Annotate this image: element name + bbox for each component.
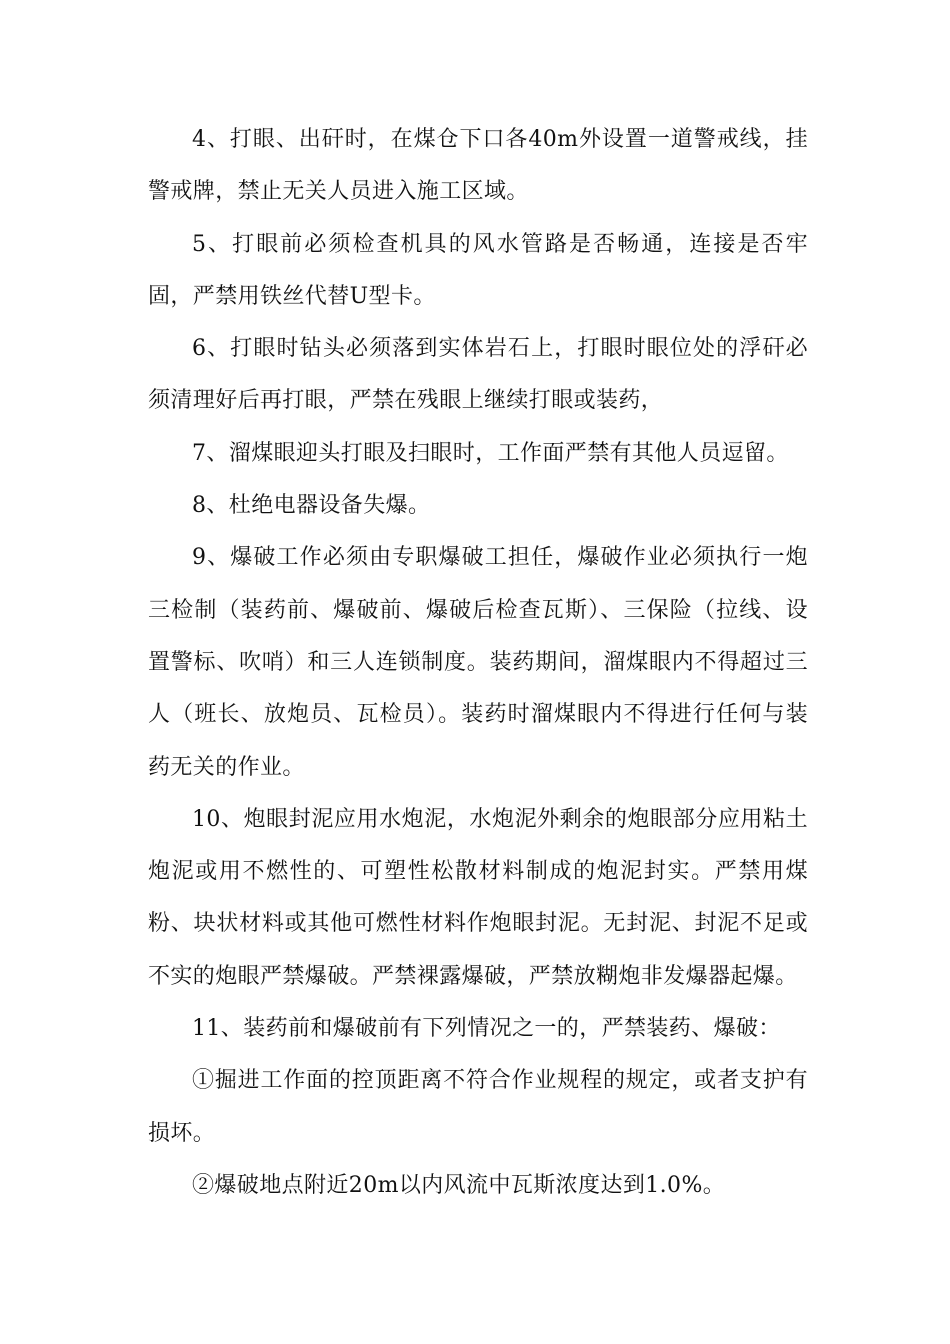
paragraph-item-8: 8、杜绝电器设备失爆。	[192, 493, 431, 519]
paragraph-item-10: 10、炮眼封泥应用水炮泥，水炮泥外剩余的炮眼部分应用粘土炮泥或用不燃性的、可塑性松散材料制成的炮泥封实。严禁用煤粉、块状材料或其他可燃性材料作炮眼封泥。无封泥、封泥不足或不实的炮眼严禁爆破。严禁裸露爆破，严禁放糊炮非发爆器起爆。	[148, 806, 808, 989]
paragraph-item-9: 9、爆破工作必须由专职爆破工担任，爆破作业必须执行一炮三检制（装药前、爆破前、爆破后检查瓦斯）、三保险（拉线、设置警标、吹哨）和三人连锁制度。装药期间，溜煤眼内不得超过三人（班长、放炮员、瓦检员）。装药时溜煤眼内不得进行任何与装药无关的作业。	[148, 545, 808, 780]
paragraph-subitem-1: ①掘进工作面的控顶距离不符合作业规程的规定，或者支护有损坏。	[148, 1068, 808, 1146]
paragraph-subitem-2: ②爆破地点附近20m以内风流中瓦斯浓度达到1.0%。	[192, 1172, 726, 1198]
paragraph-item-4: 4、打眼、出矸时，在煤仓下口各40m外设置一道警戒线，挂警戒牌，禁止无关人员进入施工区域。	[148, 127, 808, 205]
paragraph-item-5: 5、打眼前必须检查机具的风水管路是否畅通，连接是否牢固，严禁用铁丝代替U型卡。	[148, 231, 808, 309]
paragraph-item-6: 6、打眼时钻头必须落到实体岩石上，打眼时眼位处的浮矸必须清理好后再打眼，严禁在残眼上继续打眼或装药，	[148, 336, 808, 414]
paragraph-item-11: 11、装药前和爆破前有下列情况之一的，严禁装药、爆破：	[192, 1016, 781, 1042]
document-body	[148, 114, 808, 1212]
paragraph-item-7: 7、溜煤眼迎头打眼及扫眼时，工作面严禁有其他人员逗留。	[192, 440, 789, 466]
